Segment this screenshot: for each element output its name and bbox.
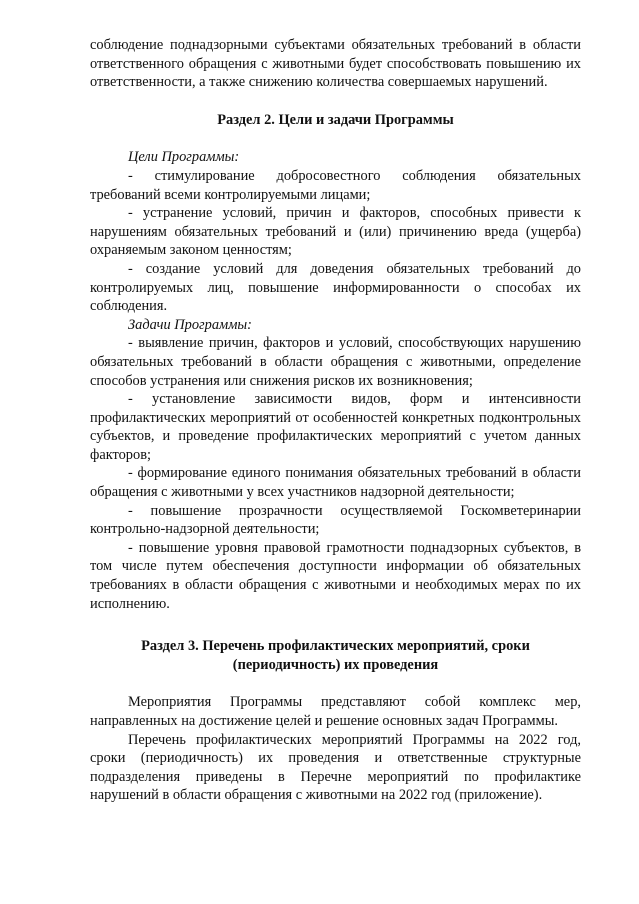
tasks-label: Задачи Программы: (128, 316, 252, 333)
goal-item: - устранение условий, причин и факторов, способных привести к нарушениям обязательных требований и (или) причинению вреда (ущерба) охраняемым законом ценностям; (90, 205, 581, 259)
task-item: - формирование единого понимания обязательных требований в области обращения с животными у всех участников надзорной деятельности; (90, 465, 581, 501)
intro-paragraph: соблюдение поднадзорными субъектами обязательных требований в области ответственного обращения с животными будет способствовать повышению их ответственности, а также снижению количества совершаемых нарушений. (90, 37, 581, 91)
task-item: - установление зависимости видов, форм и интенсивности профилактических мероприятий от особенностей конкретных подконтрольных субъектов, и проведение профилактических мероприятий с учетом данных факторов; (90, 391, 581, 463)
task-item: - повышение прозрачности осуществляемой Госкомветеринарии контрольно-надзорной деятельности; (90, 502, 581, 538)
section-3-title (90, 637, 581, 674)
goal-item: - стимулирование добросовестного соблюдения обязательных требований всеми контролируемыми лицами; (90, 167, 581, 203)
goals-label: Цели Программы: (128, 149, 240, 166)
task-item: - повышение уровня правовой грамотности поднадзорных субъектов, в том числе путем обеспечения доступности информации об обязательных требованиях в области обращения с животными и необходимых мерах по их исполнению. (90, 539, 581, 612)
section-3-paragraph: Перечень профилактических мероприятий Программы на 2022 год, сроки (периодичность) их проведения и ответственные структурные подразделения приведены в Перечне мероприятий по профилактике нарушений в области обращения с животными на 2022 год (приложение). (90, 731, 581, 804)
goal-item: - создание условий для доведения обязательных требований до контролируемых лиц, повышение информированности о способах их соблюдения. (90, 260, 581, 315)
section-3-title-line-1: Раздел 3. Перечень профилактических мероприятий, сроки (141, 638, 530, 655)
section-3-title-line-2: (периодичность) их проведения (232, 656, 439, 673)
task-item: - выявление причин, факторов и условий, способствующих нарушению обязательных требований в области обращения с животными, определение способов устранения или снижения рисков их возникновения; (90, 335, 581, 389)
section-2-title: Раздел 2. Цели и задачи Программы (217, 111, 454, 128)
section-3-paragraph: Мероприятия Программы представляют собой комплекс мер, направленных на достижение целей и решение основных задач Программы. (90, 694, 581, 729)
